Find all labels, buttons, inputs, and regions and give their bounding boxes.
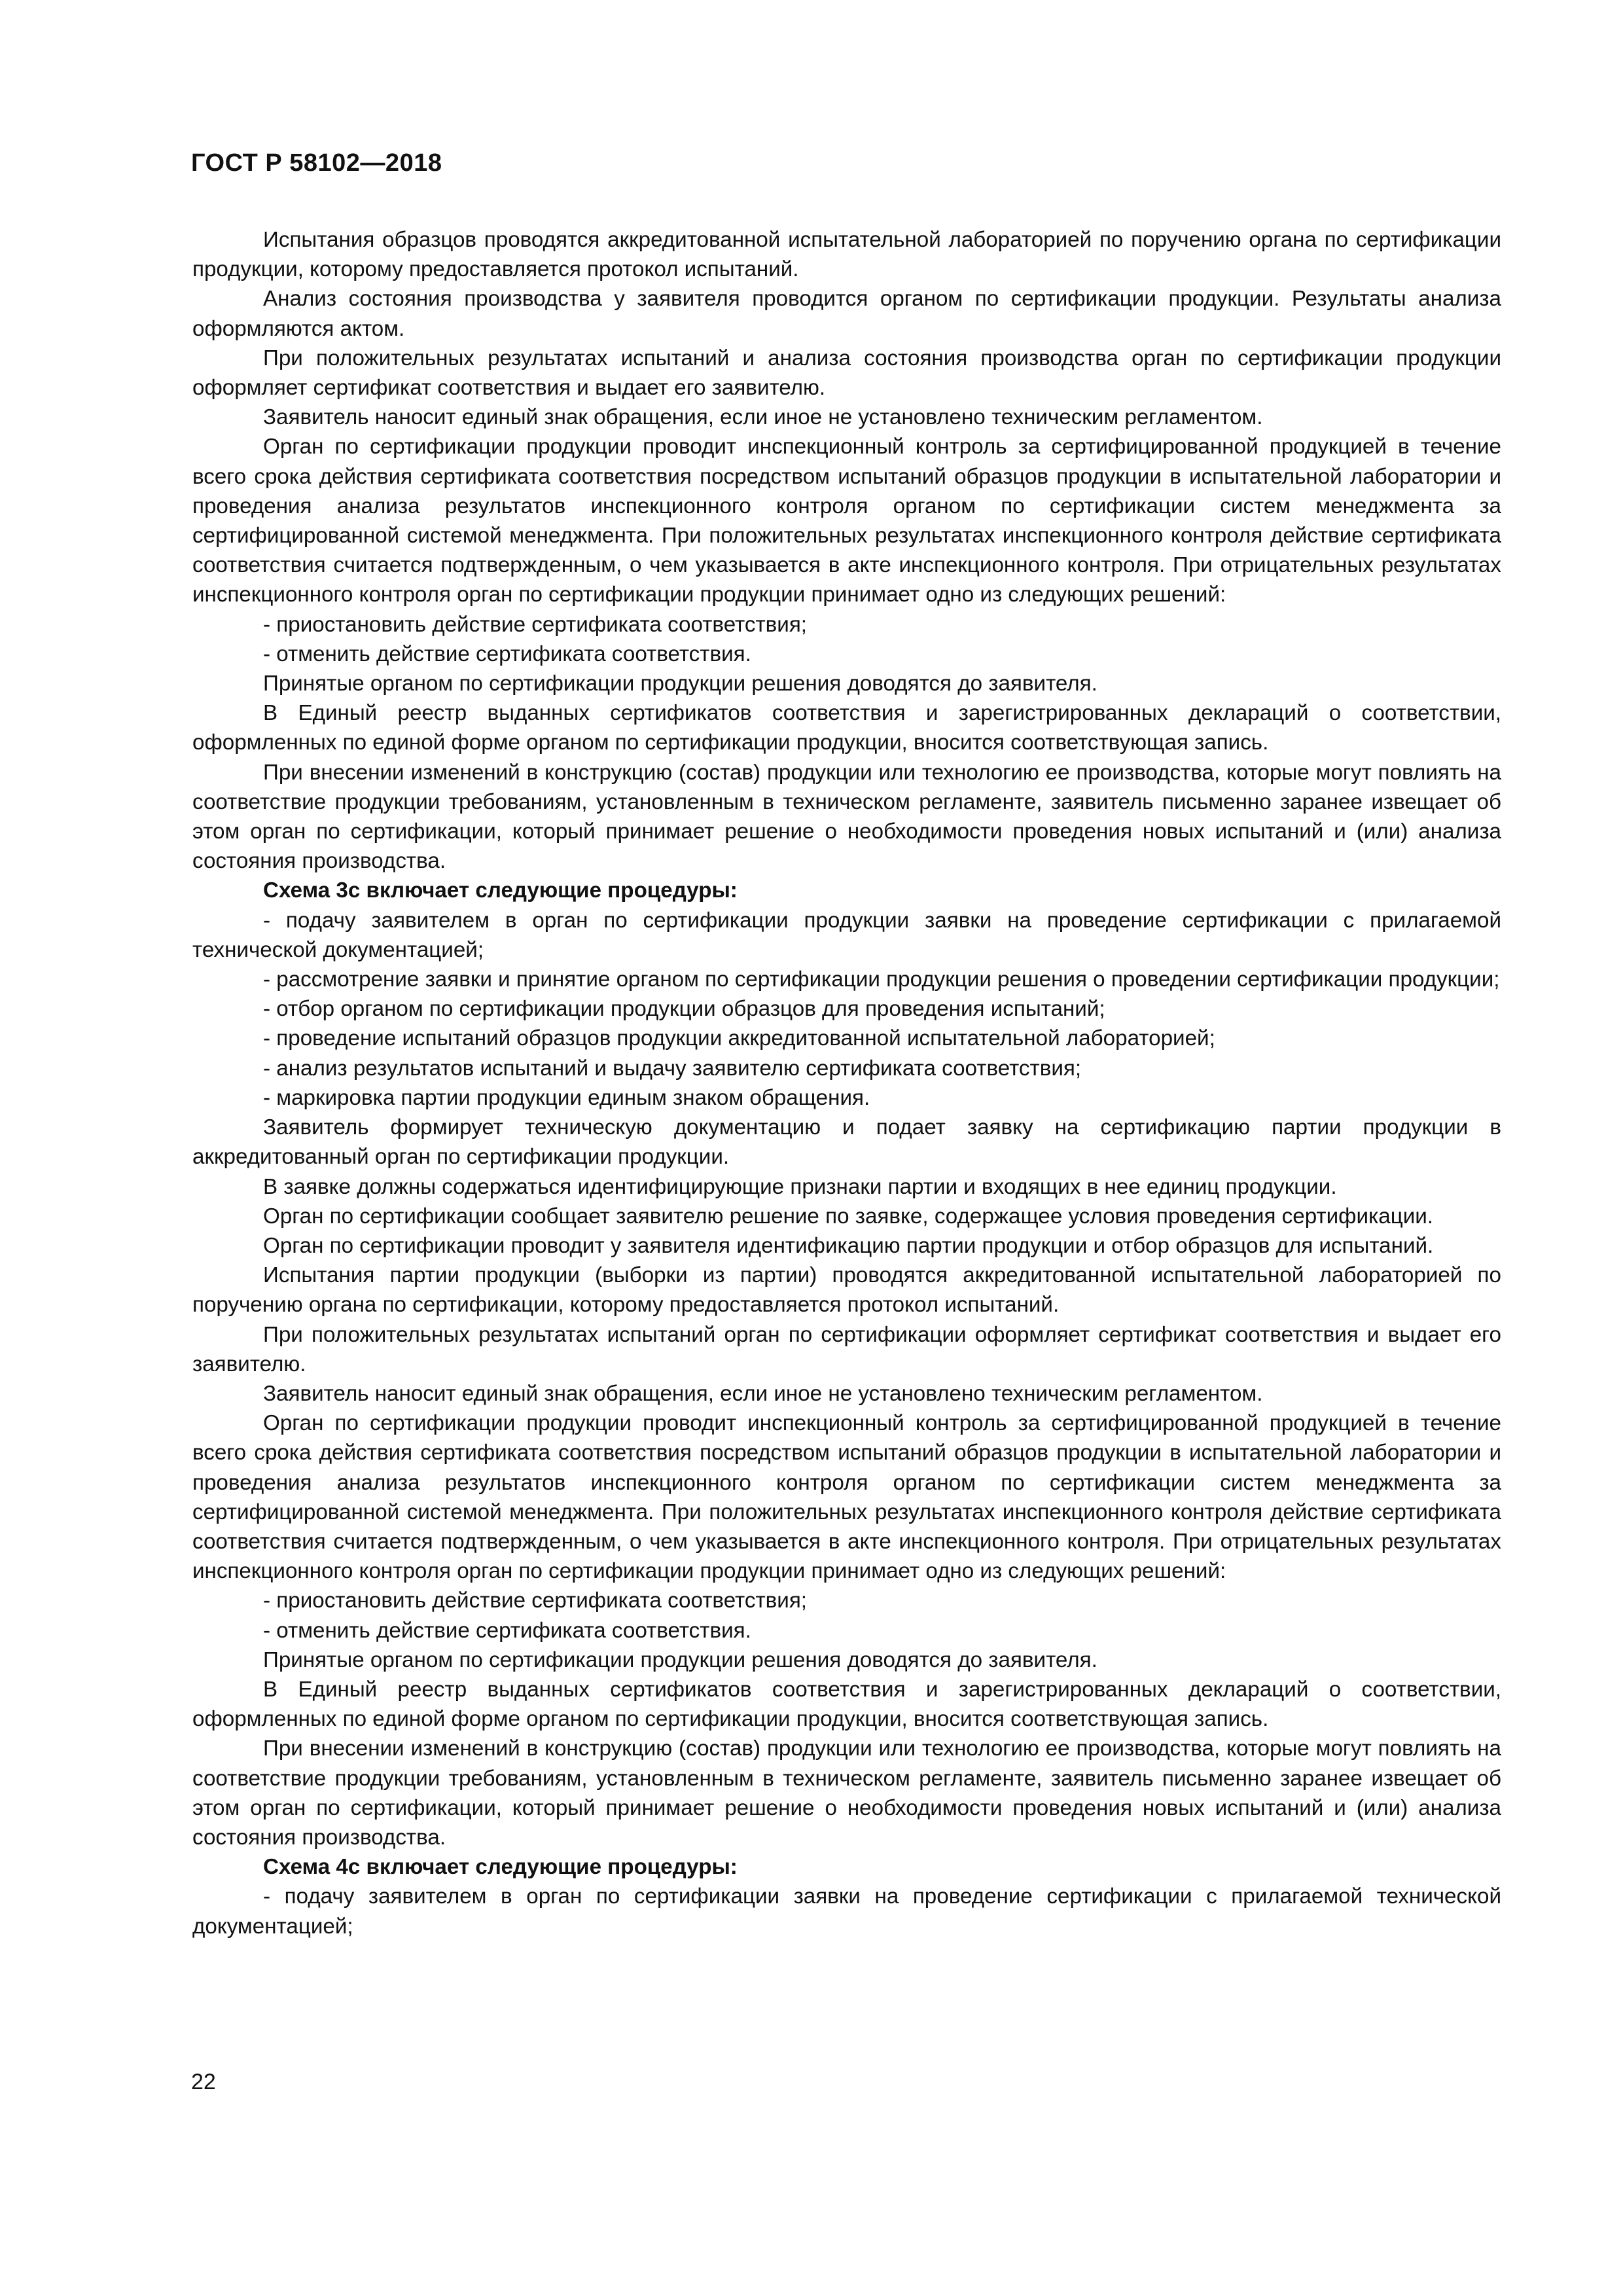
paragraph: Орган по сертификации проводит у заявителя идентификацию партии продукции и отбор образцов для испытаний. [263, 1233, 1434, 1258]
list-item: - подачу заявителем в орган по сертификации продукции заявки на проведение сертификации с прилагаемой технической документацией; [192, 908, 1501, 962]
paragraph: Испытания партии продукции (выборки из партии) проводятся аккредитованной испытательной лабораторией по поручению органа по сертификации, которому предоставляется протокол испытаний. [192, 1263, 1501, 1318]
paragraph: Заявитель наносит единый знак обращения, если иное не установлено техническим регламентом. [263, 1381, 1263, 1406]
list-item: - отбор органом по сертификации продукции образцов для проведения испытаний; [263, 997, 1105, 1022]
paragraph: Орган по сертификации сообщает заявителю решение по заявке, содержащее условия проведения сертификации. [263, 1204, 1434, 1229]
list-item: - приостановить действие сертификата соответствия; [263, 612, 808, 637]
list-item: - подачу заявителем в орган по сертификации заявки на проведение сертификации с прилагаемой технической документацией; [192, 1884, 1501, 1939]
paragraph: При положительных результатах испытаний и анализа состояния производства орган по сертификации продукции оформляет сертификат соответствия и выдает его заявителю. [192, 346, 1501, 401]
list-item: - анализ результатов испытаний и выдачу заявителю сертификата соответствия; [263, 1056, 1082, 1081]
list-item: - маркировка партии продукции единым знаком обращения. [263, 1085, 870, 1110]
list-item: - рассмотрение заявки и принятие органом по сертификации продукции решения о проведении сертификации продукции; [263, 967, 1500, 992]
paragraph: Испытания образцов проводятся аккредитованной испытательной лабораторией по поручению органа по сертификации продукции, которому предоставляется протокол испытаний. [192, 228, 1501, 282]
paragraph: Заявитель формирует техническую документацию и подает заявку на сертификацию партии продукции в аккредитованный орган по сертификации продукции. [192, 1115, 1501, 1170]
paragraph: При внесении изменений в конструкцию (состав) продукции или технологию ее производства, которые могут повлиять на соответствие продукции требованиям, установленным в техническом регламенте, заявитель письменно заранее извещает об этом орган по сертификации, который принимает решение о необходимости проведения новых испытаний и (или) анализа состояния производства. [192, 760, 1501, 874]
list-item: - приостановить действие сертификата соответствия; [263, 1588, 808, 1613]
paragraph: Орган по сертификации продукции проводит инспекционный контроль за сертифицированной продукцией в течение всего срока действия сертификата соответствия посредством испытаний образцов продукции в испытательной лаборатории и проведения анализа результатов инспекционного контроля органом по сертификации систем менеджмента за сертифицированной системой менеджмента. При положительных результатах инспекционного контроля действие сертификата соответствия считается подтвержденным, о чем указывается в акте инспекционного контроля. При отрицательных результатах инспекционного контроля орган по сертификации продукции принимает одно из следующих решений: [192, 1411, 1501, 1584]
paragraph: Принятые органом по сертификации продукции решения доводятся до заявителя. [263, 672, 1097, 696]
document-body [192, 225, 1501, 1941]
page-number: 22 [191, 2070, 216, 2094]
list-item: - проведение испытаний образцов продукции аккредитованной испытательной лабораторией; [263, 1026, 1215, 1051]
paragraph: В заявке должны содержаться идентифицирующие признаки партии и входящих в нее единиц продукции. [263, 1174, 1337, 1199]
paragraph: При положительных результатах испытаний орган по сертификации оформляет сертификат соответствия и выдает его заявителю. [192, 1322, 1501, 1376]
paragraph: В Единый реестр выданных сертификатов соответствия и зарегистрированных деклараций о соответствии, оформленных по единой форме органом по сертификации продукции, вносится соответствующая запись. [192, 1677, 1501, 1732]
paragraph: Принятые органом по сертификации продукции решения доводятся до заявителя. [263, 1647, 1097, 1672]
paragraph: При внесении изменений в конструкцию (состав) продукции или технологию ее производства, которые могут повлиять на соответствие продукции требованиям, установленным в техническом регламенте, заявитель письменно заранее извещает об этом орган по сертификации, который принимает решение о необходимости проведения новых испытаний и (или) анализа состояния производства. [192, 1736, 1501, 1850]
section-heading-scheme-4c: Схема 4с включает следующие процедуры: [263, 1855, 738, 1880]
document-header: ГОСТ Р 58102—2018 [191, 149, 442, 177]
section-heading-scheme-3c: Схема 3с включает следующие процедуры: [263, 878, 738, 903]
paragraph: Орган по сертификации продукции проводит инспекционный контроль за сертифицированной продукцией в течение всего срока действия сертификата соответствия посредством испытаний образцов продукции в испытательной лаборатории и проведения анализа результатов инспекционного контроля органом по сертификации систем менеджмента за сертифицированной системой менеджмента. При положительных результатах инспекционного контроля действие сертификата соответствия считается подтвержденным, о чем указывается в акте инспекционного контроля. При отрицательных результатах инспекционного контроля орган по сертификации продукции принимает одно из следующих решений: [192, 435, 1501, 607]
list-item: - отменить действие сертификата соответствия. [263, 1618, 751, 1643]
paragraph: Анализ состояния производства у заявителя проводится органом по сертификации продукции. Результаты анализа оформляются актом. [192, 287, 1501, 341]
paragraph: В Единый реестр выданных сертификатов соответствия и зарегистрированных деклараций о соответствии, оформленных по единой форме органом по сертификации продукции, вносится соответствующая запись. [192, 701, 1501, 755]
paragraph: Заявитель наносит единый знак обращения, если иное не установлено техническим регламентом. [263, 405, 1263, 430]
list-item: - отменить действие сертификата соответствия. [263, 641, 751, 666]
